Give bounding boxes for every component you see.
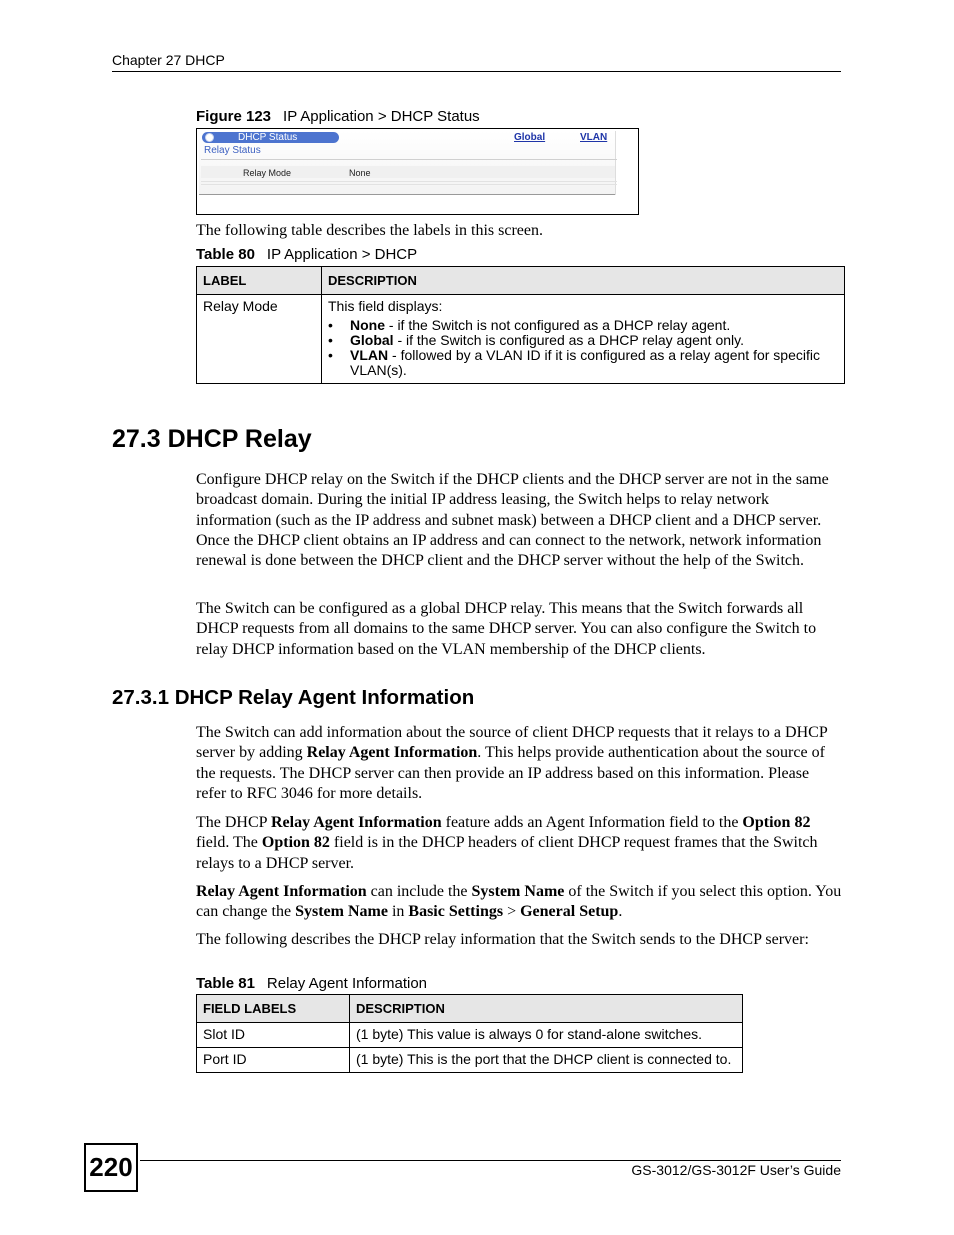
column-header: DESCRIPTION — [350, 995, 743, 1023]
panel-divider — [201, 184, 617, 185]
option-term: None — [350, 317, 385, 333]
description-cell: (1 byte) This is the port that the DHCP client is connected to. — [350, 1048, 743, 1073]
table-caption — [196, 246, 417, 263]
dhcp-status-tab[interactable] — [202, 132, 339, 143]
figure-caption — [196, 108, 480, 125]
option-term: Global — [350, 332, 394, 348]
table-caption — [196, 975, 427, 992]
paragraph: Configure DHCP relay on the Switch if the DHCP clients and the DHCP server are not in the same broadcast domain. During the initial IP address leasing, the Switch helps to relay network information (such as the IP address and subnet mask) between a DHCP client and a DHCP server. Once the DHCP client obtains an IP address and can connect to the network, network information renewal is done between the DHCP client and the DHCP server without the help of the Switch. — [196, 471, 829, 570]
option-list — [328, 318, 838, 378]
list-item: • None - if the Switch is not configured as a DHCP relay agent. — [328, 317, 731, 333]
page-number: 220 — [89, 1152, 133, 1182]
column-header: DESCRIPTION — [322, 267, 845, 295]
row-description — [322, 295, 845, 384]
list-item: • Global - if the Switch is configured as a DHCP relay agent only. — [328, 332, 744, 348]
panel-divider — [201, 159, 617, 160]
option-text: - if the Switch is configured as a DHCP relay agent only. — [393, 332, 744, 348]
relay-mode-value: None — [349, 168, 371, 178]
dhcp-status-screenshot — [196, 128, 639, 215]
intro-sentence: The following table describes the labels in this screen. — [196, 222, 544, 239]
field-label-cell: Slot ID — [197, 1023, 350, 1048]
option-text: - if the Switch is not configured as a DHCP relay agent. — [385, 317, 731, 333]
column-header: FIELD LABELS — [197, 995, 350, 1023]
figure-caption-label: Figure 123 — [196, 108, 272, 125]
paragraph: Relay Agent Information can include the System Name of the Switch if you select this option. You can change the System Name in Basic Settings > General Setup. — [196, 883, 842, 921]
chapter-header: Chapter 27 DHCP — [112, 52, 225, 68]
table-header-row — [197, 267, 845, 295]
relay-agent-information-table — [196, 994, 743, 1073]
table-caption-text: Relay Agent Information — [266, 975, 428, 992]
global-link[interactable]: Global — [514, 132, 546, 143]
description-cell: (1 byte) This value is always 0 for stand-alone switches. — [350, 1023, 743, 1048]
description-lead: This field displays: — [328, 298, 443, 314]
dhcp-status-panel — [199, 131, 616, 195]
panel-divider — [201, 181, 617, 182]
table-header-row — [197, 995, 743, 1023]
paragraph: The following describes the DHCP relay information that the Switch sends to the DHCP server: — [196, 931, 809, 948]
figure-caption-text: IP Application > DHCP Status — [283, 108, 480, 125]
page-number-box — [84, 1143, 138, 1192]
relay-status-title: Relay Status — [204, 145, 261, 156]
table-caption-label: Table 80 — [196, 246, 255, 263]
relay-mode-label: Relay Mode — [243, 168, 292, 178]
panel-bottom-line — [199, 194, 615, 195]
tab-circle-icon — [205, 133, 214, 142]
table-caption-text: IP Application > DHCP — [266, 246, 418, 263]
label-description-table — [196, 266, 845, 384]
paragraph: The Switch can add information about the source of client DHCP requests that it relays to a DHCP server by adding Relay Agent Information. This helps provide authentication about the source of the requests. The DHCP server can then provide an IP address based on this information. Please refer to RFC 3046 for more details. — [196, 724, 828, 802]
table-caption-label: Table 81 — [196, 975, 255, 992]
footer-divider — [140, 1160, 841, 1161]
field-label-cell: Port ID — [197, 1048, 350, 1073]
vlan-link[interactable]: VLAN — [580, 132, 608, 143]
option-text: - followed by a VLAN ID if it is configured as a relay agent for specific VLAN(s). — [350, 347, 820, 378]
table-row — [197, 295, 845, 384]
tab-label: DHCP Status — [238, 132, 298, 143]
table-row — [197, 1048, 743, 1073]
section-heading: 27.3 DHCP Relay — [112, 425, 312, 453]
option-term: VLAN — [350, 347, 389, 363]
paragraph: The DHCP Relay Agent Information feature adds an Agent Information field to the Option 82 field. The Option 82 field is in the DHCP headers of client DHCP request frames that the Switch relays to a DHCP server. — [196, 814, 818, 872]
paragraph: The Switch can be configured as a global DHCP relay. This means that the Switch forwards all DHCP requests from all domains to the same DHCP server. You can also configure the Switch to relay DHCP information based on the VLAN membership of the DHCP clients. — [196, 600, 817, 658]
header-divider — [112, 71, 841, 72]
row-label: Relay Mode — [197, 295, 322, 384]
list-item: • VLAN - followed by a VLAN ID if it is configured as a relay agent for specific VLAN(s). — [328, 347, 820, 378]
table-row — [197, 1023, 743, 1048]
guide-title: GS-3012/GS-3012F User’s Guide — [631, 1162, 841, 1178]
subsection-heading: 27.3.1 DHCP Relay Agent Information — [112, 686, 475, 709]
column-header: LABEL — [197, 267, 322, 295]
